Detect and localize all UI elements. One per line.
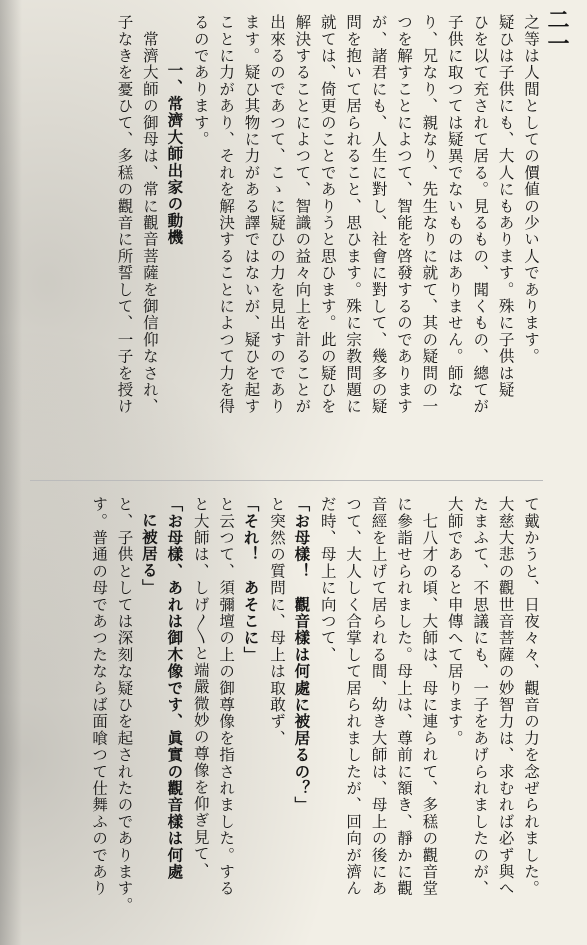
text-column: と、子供としては深刻な疑ひを起されたのであります。 <box>115 496 134 914</box>
section-heading: 一、常濟大師出家の動機 <box>165 62 185 246</box>
text-column: と大師は、しげ〳〵と端嚴微妙の尊像を仰ぎ見て、 <box>191 496 210 879</box>
text-column: ことに力があり、それを解決することによつて力を得 <box>217 14 236 415</box>
bottom-text-block <box>22 496 543 932</box>
text-column: と云つて、須彌壇の上の御尊像を指されました。する <box>217 496 236 897</box>
text-column: 之等は人間としての價値の少い人であります。 <box>522 14 540 365</box>
text-column: 疑ひは子供にも、大人にもあります。殊に子供は疑 <box>496 14 515 399</box>
text-column: 子供に取つては疑異でないものはありません。師な <box>445 14 464 399</box>
page-number: 二一 <box>544 8 570 56</box>
text-column: 問を抱いて居られること、思ひます。殊に宗教問題に <box>344 14 363 415</box>
text-column: るのであります。 <box>191 14 210 148</box>
dialogue-line: 「お母樣！ 觀音樣は何處に被居るの？」 <box>292 496 312 814</box>
text-column: たまふて、不思議にも、一子をあげられましたのが、 <box>471 496 490 897</box>
text-column: 就ては、倚更のことでありうと思ひます。此の疑ひを <box>318 14 337 415</box>
text-column: 七八才の頃、大師は、母に連られて、多䅵の觀音堂 <box>420 496 439 897</box>
text-column: 常濟大師の御母は、常に觀音菩薩を御信仰なされ、 <box>140 14 159 415</box>
section-divider <box>30 480 543 481</box>
text-column: 解決することによつて、智識の益々向上を計ることが <box>293 14 312 415</box>
top-text-block <box>22 14 543 470</box>
text-column: ます。疑ひ其物に力がある譯ではないが、疑ひを起す <box>242 14 261 415</box>
text-column: り、兄なり、親なり、先生なりに就て、其の疑問の一 <box>420 14 439 415</box>
text-column: つを解すことによつて、智能を啓發するのであります <box>394 14 413 415</box>
text-column: 子なきを憂ひて、多䅵の觀音に所誓して、一子を授け <box>115 14 134 415</box>
text-column: 音經を上げて居られる間、幼き大師は、母上の後にあ <box>369 496 388 897</box>
text-column: と突然の質問に、母上は取敢ず、 <box>267 496 286 747</box>
text-column: が、諸君にも、人生に對し、社會に對して、幾多の疑 <box>369 14 388 415</box>
text-column: す。普通の母であつたならば面喰つて仕舞ふのであり <box>90 496 109 897</box>
text-column: だ時、母上に向つて、 <box>318 496 337 663</box>
dialogue-line: 「お母樣、あれは御木像です、眞實の觀音樣は何處 <box>165 496 185 881</box>
text-column: 出來るのであつて、こゝに疑ひの力を見出すのであり <box>267 14 286 415</box>
text-column: つて、大人しく合掌して居られましたが、回向が濟ん <box>344 496 363 897</box>
text-column: に參詣せられました。母上は、尊前に額き、靜かに觀 <box>394 496 413 897</box>
dialogue-line: に被居る」 <box>139 512 159 596</box>
text-column: ひを以て充されて居る。見るもの、聞くもの、總てが <box>471 14 490 415</box>
dialogue-line: 「それ！ あそこに」 <box>241 496 261 663</box>
text-column: 大師であると申傳へて居ります。 <box>445 496 464 747</box>
text-column: て戴かうと、日夜々々、觀音の力を念ぜられました。 <box>522 496 540 897</box>
text-column: 大慈大悲の觀世音菩薩の妙智力は、求むれば必ず與へ <box>496 496 515 897</box>
